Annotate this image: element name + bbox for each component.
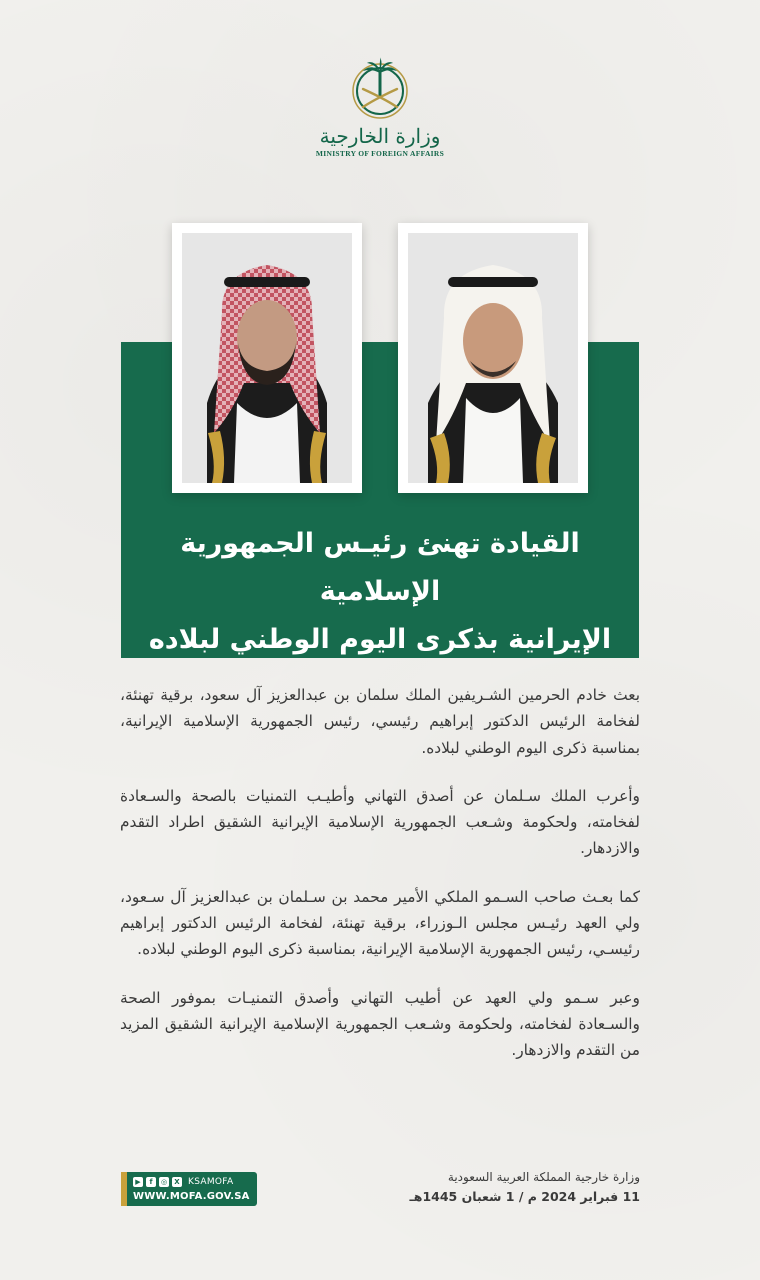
palm-and-swords-emblem-icon [345, 55, 415, 121]
paragraph: وأعرب الملك سـلمان عن أصدق التهاني وأطيـب التمنيات بالصحة والسـعادة لفخامته، ولحكومة وشـعب الجمهورية الإسلامية الإيرانية الشقيق اطراد التقدم والازدهار. [120, 786, 640, 858]
article-body [120, 682, 640, 1086]
headline [121, 520, 639, 664]
date: 11 فبراير 2024 م / 1 شعبان 1445هـ [409, 1189, 640, 1204]
issuer: وزارة خارجية المملكة العربية السعودية [447, 1170, 640, 1184]
x-icon[interactable]: X [172, 1177, 182, 1187]
issuer-and-date [395, 1168, 640, 1206]
social-handle[interactable]: KSAMOFA [188, 1177, 234, 1187]
ministry-logo [300, 55, 460, 170]
paragraph: وعبر سـمو ولي العهد عن أطيب التهاني وأصدق التمنيـات بموفور الصحة والسـعادة لفخامته، ولحكومة وشـعب الجمهورية الإسلامية الإيرانية الشقيق المزيد من التقدم والازدهار. [120, 988, 640, 1060]
gold-accent [121, 1172, 127, 1206]
website-link[interactable]: WWW.MOFA.GOV.SA [133, 1191, 250, 1202]
ministry-name-english: MINISTRY OF FOREIGN AFFAIRS [315, 149, 445, 158]
headline-line-1: القيادة تهنئ رئيـس الجمهورية الإسلامية [180, 528, 580, 607]
ministry-name-arabic: وزارة الخارجية [319, 124, 441, 148]
headline-line-2: الإيرانية بذكرى اليوم الوطني لبلاده [148, 624, 612, 655]
facebook-icon[interactable]: f [146, 1177, 156, 1187]
king-portrait [398, 223, 588, 493]
paragraph: بعث خادم الحرمين الشـريفين الملك سلمان بن عبدالعزيز آل سعود، برقية تهنئة، لفخامة الرئيس الدكتور إبراهيم رئيسي، رئيس الجمهورية الإسلامية الإيرانية، بمناسبة ذكرى اليوم الوطني لبلاده. [120, 686, 640, 757]
instagram-icon[interactable]: ◎ [160, 1178, 168, 1186]
paragraph: كما بعـث صاحب السـمو الملكي الأمير محمد بن سـلمان بن عبدالعزيز آل سـعود، ولي العهد رئيـس مجلس الـوزراء، برقية تهنئة، لفخامة الرئيس الدكتور إبراهيم رئيسـي، رئيس الجمهورية الإسلامية الإيرانية، بمناسبة ذكرى اليوم الوطني لبلاده. [120, 887, 640, 959]
crown-prince-portrait [172, 223, 362, 493]
crown-prince-portrait-image [182, 233, 352, 483]
social-badge [121, 1172, 257, 1206]
king-portrait-image [408, 233, 578, 483]
youtube-icon[interactable]: ▶ [133, 1177, 143, 1187]
social-icons-row [133, 1175, 233, 1189]
